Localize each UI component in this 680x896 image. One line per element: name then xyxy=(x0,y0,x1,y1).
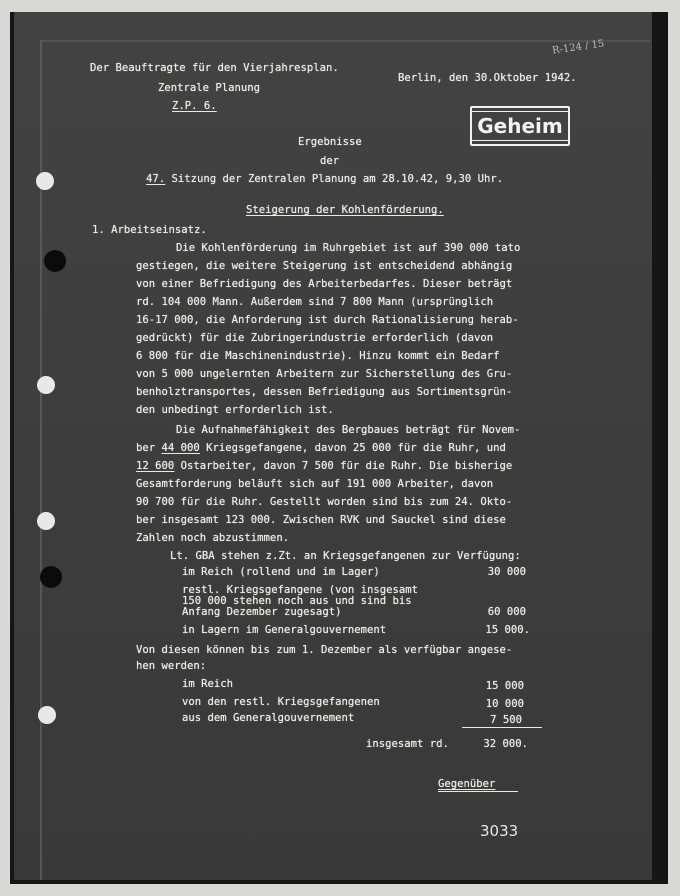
issuing-authority: Der Beauftragte für den Vierjahresplan. xyxy=(90,62,339,74)
available-item-label: aus dem Generalgouvernement xyxy=(182,712,355,724)
handwritten-archive-note: R-124 / 15 xyxy=(551,38,605,57)
total-label: insgesamt rd. xyxy=(366,738,449,750)
paragraph-line xyxy=(136,442,506,455)
session-details: Sitzung der Zentralen Planung am 28.10.42, 9,30 Uhr. xyxy=(165,173,504,185)
punch-hole xyxy=(44,250,66,272)
punch-hole xyxy=(38,706,56,724)
text-run: Ostarbeiter, davon 7 500 für die Ruhr. Die bisherige xyxy=(174,460,513,472)
gba-item-label: 150 000 stehen noch aus und sind bis xyxy=(182,595,412,607)
paragraph-line xyxy=(136,460,512,473)
gba-item-label: in Lagern im Generalgouvernement xyxy=(182,624,387,636)
title-line-3 xyxy=(146,173,503,186)
paragraph-line: von einer Befriedigung des Arbeiterbedarfes. Dieser beträgt xyxy=(136,278,513,290)
punch-hole xyxy=(37,376,55,394)
underlined-figure: 44 000 xyxy=(161,442,200,454)
session-number: 47. xyxy=(146,173,166,185)
available-item-value: 10 000 xyxy=(485,698,524,710)
place-date: Berlin, den 30.Oktober 1942. xyxy=(398,72,577,84)
title-line-1: Ergebnisse xyxy=(298,136,362,148)
text-run: Kriegsgefangene, davon 25 000 für die Ruhr, und xyxy=(199,442,506,454)
gba-item-value: 60 000 xyxy=(487,606,526,618)
gba-item-value: 15 000. xyxy=(485,624,530,636)
available-intro-line: hen werden: xyxy=(136,660,207,672)
total-value: 32 000. xyxy=(483,738,528,750)
paragraph-line: ber insgesamt 123 000. Zwischen RVK und Sauckel sind diese xyxy=(136,514,506,526)
paragraph-line: 6 800 für die Maschinenindustrie). Hinzu kommt ein Bedarf xyxy=(136,350,500,362)
paragraph-line: 90 700 für die Ruhr. Gestellt worden sind bis zum 24. Okto- xyxy=(136,496,513,508)
paragraph-line: Die Aufnahmefähigkeit des Bergbaues beträgt für Novem- xyxy=(176,424,521,436)
punch-hole xyxy=(36,172,54,190)
available-intro-line: Von diesen können bis zum 1. Dezember als verfügbar angese- xyxy=(136,644,513,656)
paragraph-line: von 5 000 ungelernten Arbeitern zur Sicherstellung des Gru- xyxy=(136,368,513,380)
paragraph-line: 16-17 000, die Anforderung ist durch Rationalisierung herab- xyxy=(136,314,519,326)
page-number: 3033 xyxy=(480,822,519,840)
underlined-figure: 12 600 xyxy=(136,460,175,472)
subject-heading: Steigerung der Kohlenförderung. xyxy=(246,204,444,216)
available-item-label: von den restl. Kriegsgefangenen xyxy=(182,696,380,708)
gba-item-value: 30 000 xyxy=(487,566,526,578)
sum-rule xyxy=(462,727,542,728)
gba-item-label: Anfang Dezember zugesagt) xyxy=(182,606,342,618)
paragraph-line: den unbedingt erforderlich ist. xyxy=(136,404,334,416)
paragraph-line: Gesamtforderung beläuft sich auf 191 000 Arbeiter, davon xyxy=(136,478,494,490)
continuation-word: Gegenüber xyxy=(438,778,496,790)
gba-item-label: restl. Kriegsgefangene (von insgesamt xyxy=(182,584,418,596)
available-item-value: 15 000 xyxy=(485,680,524,692)
paragraph-line: Die Kohlenförderung im Ruhrgebiet ist auf 390 000 tato xyxy=(176,242,521,254)
gba-intro: Lt. GBA stehen z.Zt. an Kriegsgefangenen zur Verfügung: xyxy=(170,550,521,562)
available-item-value: 7 500 xyxy=(490,714,522,726)
gba-item-label: im Reich (rollend und im Lager) xyxy=(182,566,380,578)
reference-number: Z.P. 6. xyxy=(172,100,217,112)
secret-stamp-label: Geheim xyxy=(470,111,569,141)
punch-hole xyxy=(40,566,62,588)
paragraph-line: rd. 104 000 Mann. Außerdem sind 7 800 Mann (ursprünglich xyxy=(136,296,494,308)
paragraph-line: gedrückt) für die Zubringerindustrie erforderlich (davon xyxy=(136,332,494,344)
paragraph-line: Zahlen noch abzustimmen. xyxy=(136,532,290,544)
department: Zentrale Planung xyxy=(158,82,261,94)
paragraph-line: benholztransportes, dessen Befriedigung aus Sortimentsgrün- xyxy=(136,386,513,398)
text-run: ber xyxy=(136,442,162,454)
secret-stamp xyxy=(470,106,570,146)
paragraph-line: gestiegen, die weitere Steigerung ist entscheidend abhängig xyxy=(136,260,513,272)
title-line-2: der xyxy=(320,155,340,167)
continuation-rule xyxy=(438,791,518,792)
punch-hole xyxy=(37,512,55,530)
section-heading: 1. Arbeitseinsatz. xyxy=(92,224,207,236)
available-item-label: im Reich xyxy=(182,678,234,690)
